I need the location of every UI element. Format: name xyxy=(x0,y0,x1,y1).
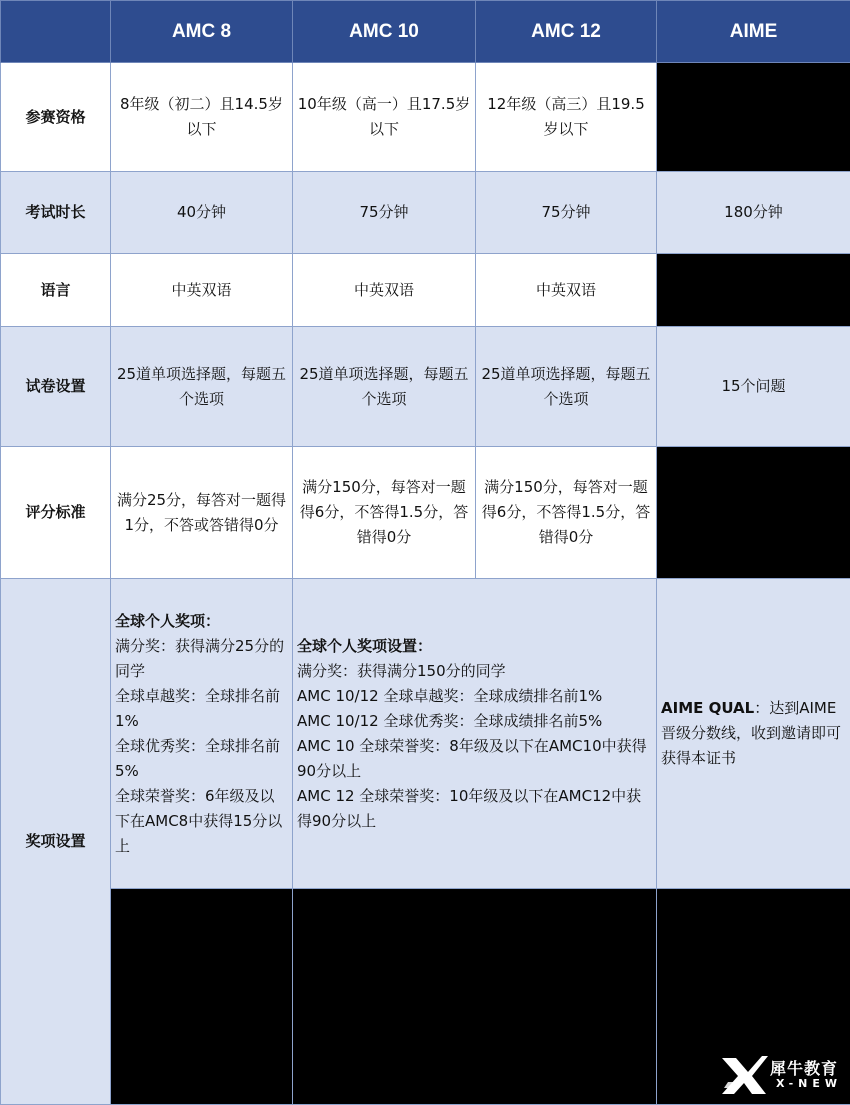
cell-format-aime: 15个问题 xyxy=(657,327,850,447)
awards-amc10-12-title: 全球个人奖项设置： xyxy=(297,634,652,659)
cell-duration-aime: 180分钟 xyxy=(657,172,850,254)
cell-language-amc12: 中英双语 xyxy=(476,254,657,327)
cell-eligibility-amc12: 12年级（高三）且19.5岁以下 xyxy=(476,63,657,172)
logo-en-text: X-NEW xyxy=(776,1077,842,1090)
cell-language-amc8: 中英双语 xyxy=(111,254,293,327)
cell-scoring-amc8: 满分25分，每答对一题得1分，不答或答错得0分 xyxy=(111,447,293,579)
awards-amc8-line: 全球优秀奖：全球排名前5% xyxy=(115,734,288,784)
redacted-cell-eligibility-aime xyxy=(657,63,850,172)
x-logo-icon xyxy=(718,1052,770,1098)
row-label-awards: 奖项设置 xyxy=(1,579,111,1105)
awards-amc8-line: 满分奖：获得满分25分的同学 xyxy=(115,634,288,684)
row-language xyxy=(1,254,850,327)
row-eligibility xyxy=(1,63,850,172)
header-row xyxy=(1,1,850,63)
awards-amc10-12-line: AMC 10 全球荣誉奖：8年级及以下在AMC10中获得90分以上 xyxy=(297,734,652,784)
cell-language-amc10: 中英双语 xyxy=(293,254,476,327)
aime-qual-label: AIME QUAL xyxy=(661,699,754,717)
aime-qual-text: ：达到AIME晋级分数线，收到邀请即可获得本证书 xyxy=(661,699,841,767)
redacted-cell-awards-amc10-12 xyxy=(293,889,657,1105)
header-amc10: AMC 10 xyxy=(293,1,476,63)
row-label-duration: 考试时长 xyxy=(1,172,111,254)
cell-eligibility-amc10: 10年级（高一）且17.5岁以下 xyxy=(293,63,476,172)
cell-scoring-amc12: 满分150分，每答对一题得6分，不答得1.5分，答错得0分 xyxy=(476,447,657,579)
row-awards xyxy=(1,579,850,889)
redacted-cell-language-aime xyxy=(657,254,850,327)
awards-amc10-12-line: AMC 10/12 全球优秀奖：全球成绩排名前5% xyxy=(297,709,652,734)
header-amc12: AMC 12 xyxy=(476,1,657,63)
cell-duration-amc10: 75分钟 xyxy=(293,172,476,254)
logo-cn-text: 犀牛教育 xyxy=(770,1056,838,1079)
row-scoring xyxy=(1,447,850,579)
header-aime: AIME xyxy=(657,1,850,63)
awards-amc10-12-line: 满分奖：获得满分150分的同学 xyxy=(297,659,652,684)
awards-amc10-12-line: AMC 12 全球荣誉奖：10年级及以下在AMC12中获得90分以上 xyxy=(297,784,652,834)
cell-awards-amc10-12 xyxy=(293,579,657,889)
header-corner xyxy=(1,1,111,63)
row-label-language: 语言 xyxy=(1,254,111,327)
cell-format-amc10: 25道单项选择题，每题五个选项 xyxy=(293,327,476,447)
row-label-eligibility: 参赛资格 xyxy=(1,63,111,172)
row-format xyxy=(1,327,850,447)
row-label-scoring: 评分标准 xyxy=(1,447,111,579)
awards-amc8-line: 全球卓越奖：全球排名前1% xyxy=(115,684,288,734)
cell-format-amc12: 25道单项选择题，每题五个选项 xyxy=(476,327,657,447)
brand-logo xyxy=(718,1052,844,1098)
row-duration xyxy=(1,172,850,254)
cell-duration-amc8: 40分钟 xyxy=(111,172,293,254)
row-label-format: 试卷设置 xyxy=(1,327,111,447)
cell-eligibility-amc8: 8年级（初二）且14.5岁以下 xyxy=(111,63,293,172)
cell-duration-amc12: 75分钟 xyxy=(476,172,657,254)
cell-format-amc8: 25道单项选择题，每题五个选项 xyxy=(111,327,293,447)
header-amc8: AMC 8 xyxy=(111,1,293,63)
awards-amc8-line: 全球荣誉奖：6年级及以下在AMC8中获得15分以上 xyxy=(115,784,288,859)
awards-amc8-title: 全球个人奖项： xyxy=(115,609,288,634)
awards-amc10-12-line: AMC 10/12 全球卓越奖：全球成绩排名前1% xyxy=(297,684,652,709)
cell-awards-aime xyxy=(657,579,850,889)
redacted-cell-awards-amc8 xyxy=(111,889,293,1105)
cell-scoring-amc10: 满分150分，每答对一题得6分，不答得1.5分，答错得0分 xyxy=(293,447,476,579)
cell-awards-amc8 xyxy=(111,579,293,889)
redacted-cell-scoring-aime xyxy=(657,447,850,579)
